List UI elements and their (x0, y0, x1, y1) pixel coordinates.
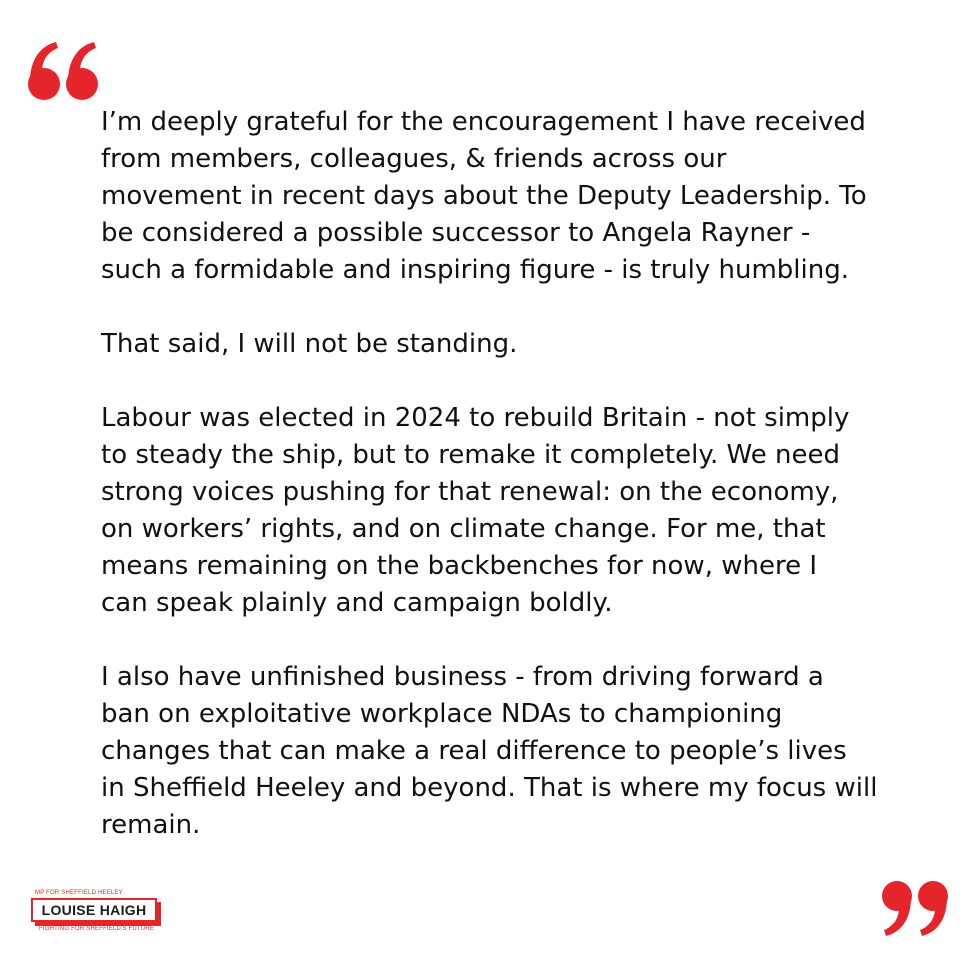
statement-paragraph-1: I’m deeply grateful for the encouragement I have received from members, colleagues, & friends across our movement in recent days about the Deputy Leadership. To be considered a possible successor to Angela Rayner - such a formidable and inspiring figure - is truly humbling. (101, 107, 867, 285)
logo-tagline-top: MP FOR SHEFFIELD HEELEY (35, 890, 123, 896)
open-quote-icon (26, 40, 102, 102)
statement-paragraph-4: I also have unfinished business - from driving forward a ban on exploitative workplace NDAs to championing changes that can make a real difference to people’s lives in Sheffield Heeley and beyond. That is where my focus will remain. (101, 662, 878, 840)
logo-tagline-bottom: FIGHTING FOR SHEFFIELD'S FUTURE (39, 926, 155, 932)
louise-haigh-logo (31, 890, 161, 934)
statement-paragraph-2: That said, I will not be standing. (101, 329, 518, 359)
logo-name: LOUISE HAIGH (41, 902, 147, 918)
logo-name-box (31, 898, 157, 922)
statement-text (101, 104, 901, 844)
close-quote-icon (880, 880, 952, 938)
statement-paragraph-3: Labour was elected in 2024 to rebuild Britain - not simply to steady the ship, but to remake it completely. We need strong voices pushing for that renewal: on the economy, on workers’ rights, and on climate change. For me, that means remaining on the backbenches for now, where I can speak plainly and campaign boldly. (101, 403, 850, 618)
